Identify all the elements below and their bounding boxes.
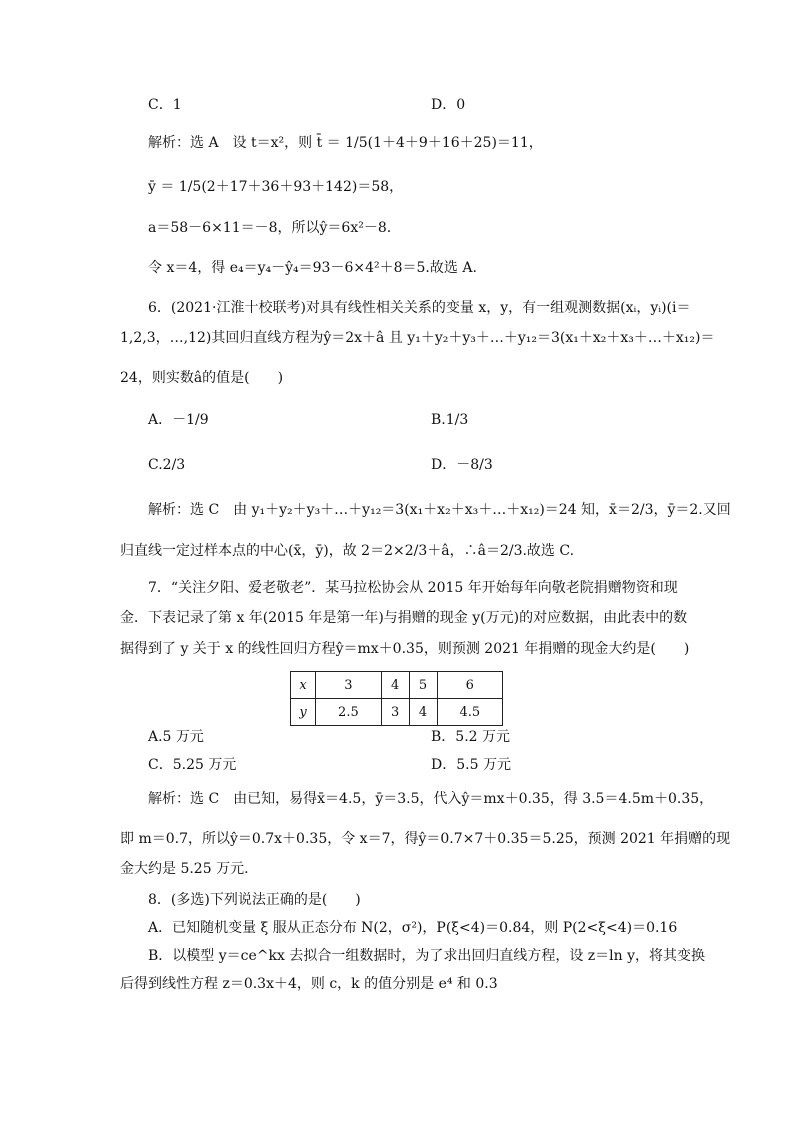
q6-option-c: C.2/3 (148, 457, 186, 473)
q5-option-d: D．0 (431, 97, 466, 113)
q6-solution-line1: 解析：选 C 由 y₁＋y₂＋y₃＋…＋y₁₂＝3(x₁＋x₂＋x₃＋…＋x₁₂)＝24 知，x̄＝2/3，ȳ＝2.又回 (148, 502, 731, 518)
q5-solution-line2: ȳ ＝ 1/5(2＋17＋36＋93＋142)＝58， (148, 179, 404, 195)
q7-solution-line2: 即 m＝0.7，所以ŷ＝0.7x＋0.35，令 x＝7，得ŷ＝0.7×7＋0.35＝5.25，预测 2021 年捐赠的现 (120, 831, 731, 847)
q7-stem-line3: 据得到了 y 关于 x 的线性回归方程ŷ＝mx＋0.35，则预测 2021 年捐赠的现金大约是( ) (120, 641, 690, 657)
q7-option-d: D．5.5 万元 (431, 757, 511, 773)
table-cell: 2.5 (316, 699, 381, 726)
q8-stem: 8．(多选)下列说法正确的是( ) (148, 892, 361, 908)
table-row (291, 672, 503, 699)
q6-option-b: B.1/3 (431, 412, 469, 428)
q5-solution-line3: a＝58－6×11＝－8，所以ŷ＝6x²－8. (148, 220, 392, 236)
q8-option-a: A．已知随机变量 ξ 服从正态分布 N(2，σ²)，P(ξ<4)＝0.84，则 P(2<ξ<4)＝0.16 (148, 920, 678, 936)
q5-option-c: C．1 (148, 97, 182, 113)
q6-stem-line3: 24，则实数â的值是( ) (120, 370, 284, 386)
q7-stem-line2: 金．下表记录了第 x 年(2015 年是第一年)与捐赠的现金 y(万元)的对应数据，由此表中的数 (120, 610, 688, 626)
q7-option-c: C．5.25 万元 (148, 757, 237, 773)
q7-solution-line1: 解析：选 C 由已知，易得x̄＝4.5，ȳ＝3.5，代入ŷ＝mx＋0.35，得 3.5＝4.5m＋0.35， (148, 791, 714, 807)
q7-option-b: B．5.2 万元 (431, 729, 511, 745)
table-cell: 6 (437, 672, 502, 699)
q7-stem-line1: 7．“关注夕阳、爱老敬老”．某马拉松协会从 2015 年开始每年向敬老院捐赠物资和现 (148, 580, 678, 596)
q8-option-b-line1: B．以模型 y＝ce^kx 去拟合一组数据时，为了求出回归直线方程，设 z＝ln y，将其变换 (148, 948, 706, 964)
table-cell: 5 (409, 672, 437, 699)
table-cell: 4 (409, 699, 437, 726)
q6-solution-line2: 归直线一定过样本点的中心(x̄，ȳ)，故 2＝2×2/3＋â，∴â＝2/3.故选 C. (120, 543, 575, 559)
q6-stem-line1: 6．(2021·江淮十校联考)对具有线性相关关系的变量 x，y，有一组观测数据(xᵢ，yᵢ)(i＝ (148, 300, 691, 316)
q6-option-d: D．－8/3 (431, 457, 493, 473)
table-cell: 4 (381, 672, 409, 699)
table-cell: 3 (316, 672, 381, 699)
q7-option-a: A.5 万元 (148, 729, 204, 745)
table-cell: x (291, 672, 316, 699)
q5-solution-line4: 令 x＝4，得 e₄＝y₄－ŷ₄＝93－6×4²＋8＝5.故选 A. (148, 260, 477, 276)
table-cell: 3 (381, 699, 409, 726)
table-row (291, 699, 503, 726)
q5-solution-line1: 解析：选 A 设 t＝x²，则 t̄ ＝ 1/5(1＋4＋9＋16＋25)＝11， (148, 135, 543, 151)
q6-option-a: A．－1/9 (148, 412, 209, 428)
q7-solution-line3: 金大约是 5.25 万元. (120, 861, 249, 877)
q8-option-b-line2: 后得到线性方程 z＝0.3x＋4，则 c，k 的值分别是 e⁴ 和 0.3 (120, 976, 498, 992)
table-cell: y (291, 699, 316, 726)
q6-stem-line2: 1,2,3，…,12)其回归直线方程为ŷ＝2x＋â 且 y₁＋y₂＋y₃＋…＋y₁₂＝3(x₁＋x₂＋x₃＋…＋x₁₂)＝ (120, 330, 715, 346)
table-cell: 4.5 (437, 699, 502, 726)
q7-data-table (290, 671, 503, 726)
